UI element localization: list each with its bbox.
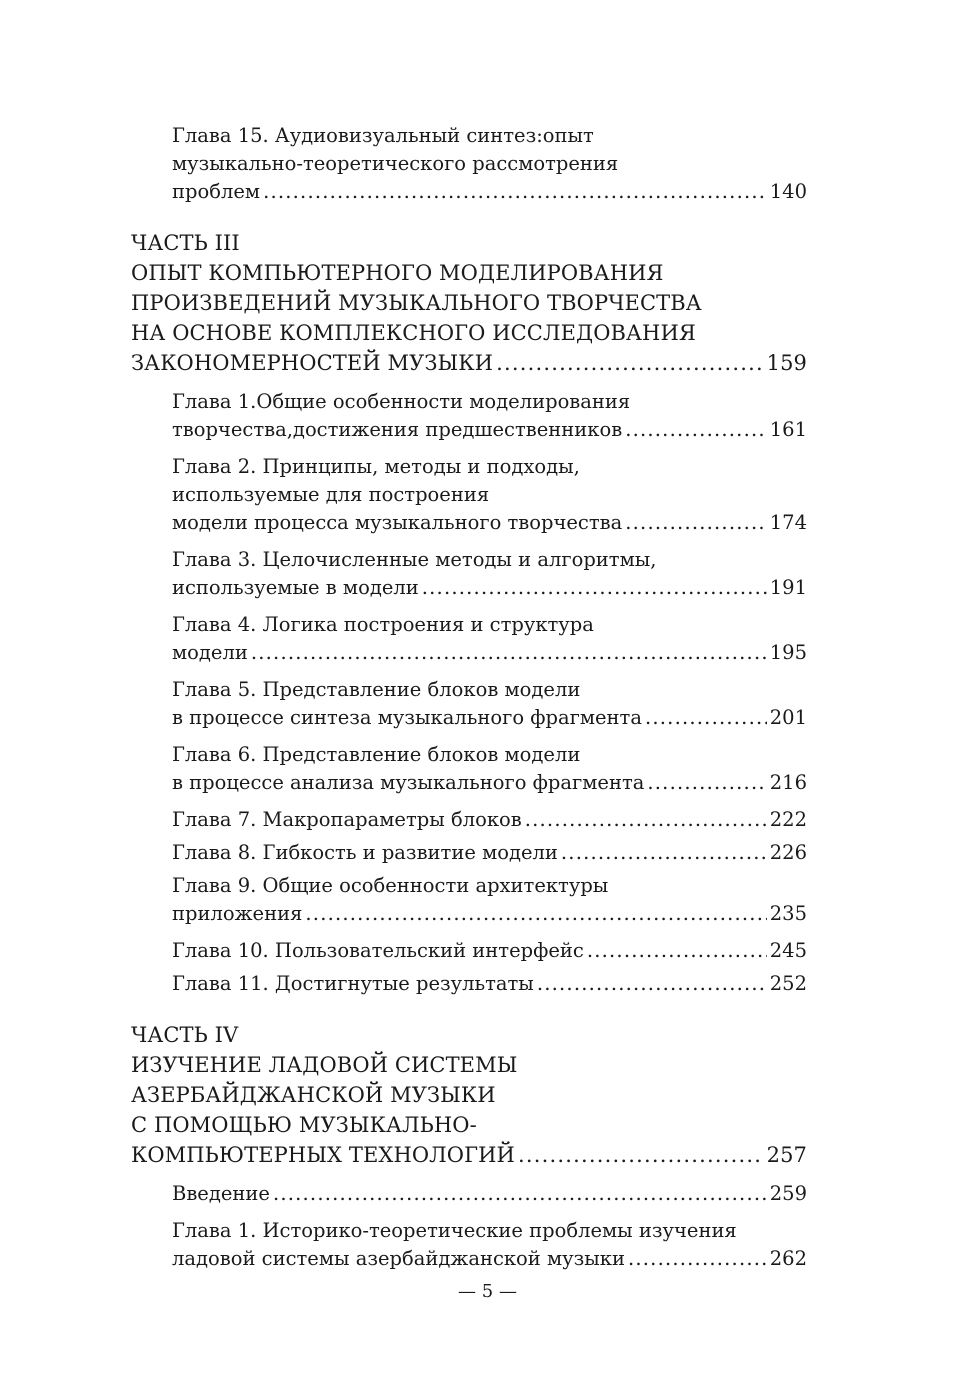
toc-page-number: 245 <box>769 939 807 962</box>
toc-chapter-entry <box>131 806 807 834</box>
dot-leader <box>273 1180 767 1208</box>
toc-title-line: приложения <box>172 902 303 925</box>
toc-title-line: используемые для построения <box>172 483 490 506</box>
toc-chapter-entry <box>131 1180 807 1208</box>
toc-title-line: музыкально-теоретического рассмотрения <box>172 152 619 175</box>
toc-title-line: ЗАКОНОМЕРНОСТЕЙ МУЗЫКИ <box>131 351 494 375</box>
toc-last-line <box>172 639 807 667</box>
dot-leader <box>587 937 767 965</box>
toc-last-line <box>172 1180 807 1208</box>
toc-chapter-entry <box>131 937 807 965</box>
toc-title-line: КОМПЬЮТЕРНЫХ ТЕХНОЛОГИЙ <box>131 1143 515 1167</box>
toc-page-number: 235 <box>769 902 807 925</box>
toc-title-line: творчества,достижения предшественников <box>172 418 623 441</box>
toc-last-line <box>172 416 807 444</box>
toc-title-line: Глава 8. Гибкость и развитие модели <box>172 841 558 864</box>
toc-chapter-entry <box>131 611 807 667</box>
toc-page-number: 216 <box>769 771 807 794</box>
dot-leader <box>625 416 767 444</box>
toc-chapter-entry <box>131 453 807 537</box>
toc-chapter-entry <box>131 970 807 998</box>
dot-leader <box>537 970 767 998</box>
toc-title-line: модели <box>172 641 248 664</box>
toc-chapter-entry <box>131 839 807 867</box>
toc-chapter-entry <box>131 546 807 602</box>
toc-chapter-entry <box>131 1217 807 1273</box>
toc-title-line: Глава 15. Аудиовизуальный синтез:опыт <box>172 124 594 147</box>
toc-title-line: ОПЫТ КОМПЬЮТЕРНОГО МОДЕЛИРОВАНИЯ <box>131 261 664 285</box>
toc-chapter-entry <box>131 676 807 732</box>
dot-leader <box>518 1140 764 1170</box>
toc-last-line <box>172 509 807 537</box>
dot-leader <box>422 574 767 602</box>
toc-part-entry <box>131 228 807 378</box>
dot-leader <box>305 900 766 928</box>
toc-last-line <box>172 937 807 965</box>
toc-title-line: проблем <box>172 180 261 203</box>
toc-title-line: Глава 7. Макропараметры блоков <box>172 808 522 831</box>
toc-page-number: 201 <box>769 706 807 729</box>
toc-title-line: Глава 1.Общие особенности моделирования <box>172 390 631 413</box>
toc-last-line <box>172 769 807 797</box>
toc-title-line: Глава 2. Принципы, методы и подходы, <box>172 455 580 478</box>
dot-leader <box>625 509 767 537</box>
toc-last-line <box>172 970 807 998</box>
toc-page-number: 259 <box>769 1182 807 1205</box>
page-number: — 5 — <box>458 1281 517 1302</box>
toc-title-line: Глава 5. Представление блоков модели <box>172 678 581 701</box>
toc-page-number: 159 <box>766 351 807 375</box>
toc-title-line: НА ОСНОВЕ КОМПЛЕКСНОГО ИССЛЕДОВАНИЯ <box>131 321 696 345</box>
toc-page-number: 161 <box>769 418 807 441</box>
toc-title-line: С ПОМОЩЬЮ МУЗЫКАЛЬНО- <box>131 1113 477 1137</box>
dot-leader <box>525 806 767 834</box>
toc-last-line <box>172 839 807 867</box>
dot-leader <box>496 348 764 378</box>
toc-last-line <box>172 1245 807 1273</box>
toc-title-line: ЧАСТЬ IV <box>131 1023 239 1047</box>
dot-leader <box>251 639 767 667</box>
dot-leader <box>647 769 766 797</box>
toc-title-line: используемые в модели <box>172 576 419 599</box>
toc-last-line <box>172 704 807 732</box>
toc-title-line: в процессе анализа музыкального фрагмента <box>172 771 645 794</box>
dot-leader <box>628 1245 767 1273</box>
table-of-contents <box>131 122 807 1282</box>
toc-page-number: 226 <box>769 841 807 864</box>
toc-part-entry <box>131 1020 807 1170</box>
dot-leader <box>263 178 767 206</box>
toc-page-number: 140 <box>769 180 807 203</box>
toc-chapter-entry <box>131 872 807 928</box>
toc-title-line: Глава 1. Историко-теоретические проблемы изучения <box>172 1219 737 1242</box>
toc-page-number: 191 <box>769 576 807 599</box>
toc-page-number: 195 <box>769 641 807 664</box>
toc-title-line: Введение <box>172 1182 270 1205</box>
toc-title-line: Глава 6. Представление блоков модели <box>172 743 581 766</box>
toc-title-line: ИЗУЧЕНИЕ ЛАДОВОЙ СИСТЕМЫ <box>131 1053 518 1077</box>
toc-page-number: 262 <box>769 1247 807 1270</box>
toc-last-line <box>172 178 807 206</box>
toc-title-line: Глава 4. Логика построения и структура <box>172 613 594 636</box>
toc-chapter-entry <box>131 122 807 206</box>
dot-leader <box>645 704 767 732</box>
toc-title-line: ЧАСТЬ III <box>131 231 240 255</box>
toc-chapter-entry <box>131 741 807 797</box>
dot-leader <box>561 839 767 867</box>
toc-chapter-entry <box>131 388 807 444</box>
toc-last-line <box>172 900 807 928</box>
toc-page-number: 252 <box>769 972 807 995</box>
toc-last-line <box>131 348 807 378</box>
toc-title-line: ладовой системы азербайджанской музыки <box>172 1247 625 1270</box>
toc-title-line: модели процесса музыкального творчества <box>172 511 623 534</box>
toc-page-number: 257 <box>766 1143 807 1167</box>
toc-last-line <box>131 1140 807 1170</box>
toc-title-line: в процессе синтеза музыкального фрагмента <box>172 706 642 729</box>
toc-title-line: Глава 11. Достигнутые результаты <box>172 972 534 995</box>
toc-page-number: 222 <box>769 808 807 831</box>
toc-title-line: Глава 9. Общие особенности архитектуры <box>172 874 609 897</box>
toc-title-line: Глава 3. Целочисленные методы и алгоритмы, <box>172 548 657 571</box>
toc-title-line: ПРОИЗВЕДЕНИЙ МУЗЫКАЛЬНОГО ТВОРЧЕСТВА <box>131 291 702 315</box>
toc-title-line: Глава 10. Пользовательский интерфейс <box>172 939 584 962</box>
toc-last-line <box>172 574 807 602</box>
toc-last-line <box>172 806 807 834</box>
toc-page-number: 174 <box>769 511 807 534</box>
toc-title-line: АЗЕРБАЙДЖАНСКОЙ МУЗЫКИ <box>131 1083 496 1107</box>
